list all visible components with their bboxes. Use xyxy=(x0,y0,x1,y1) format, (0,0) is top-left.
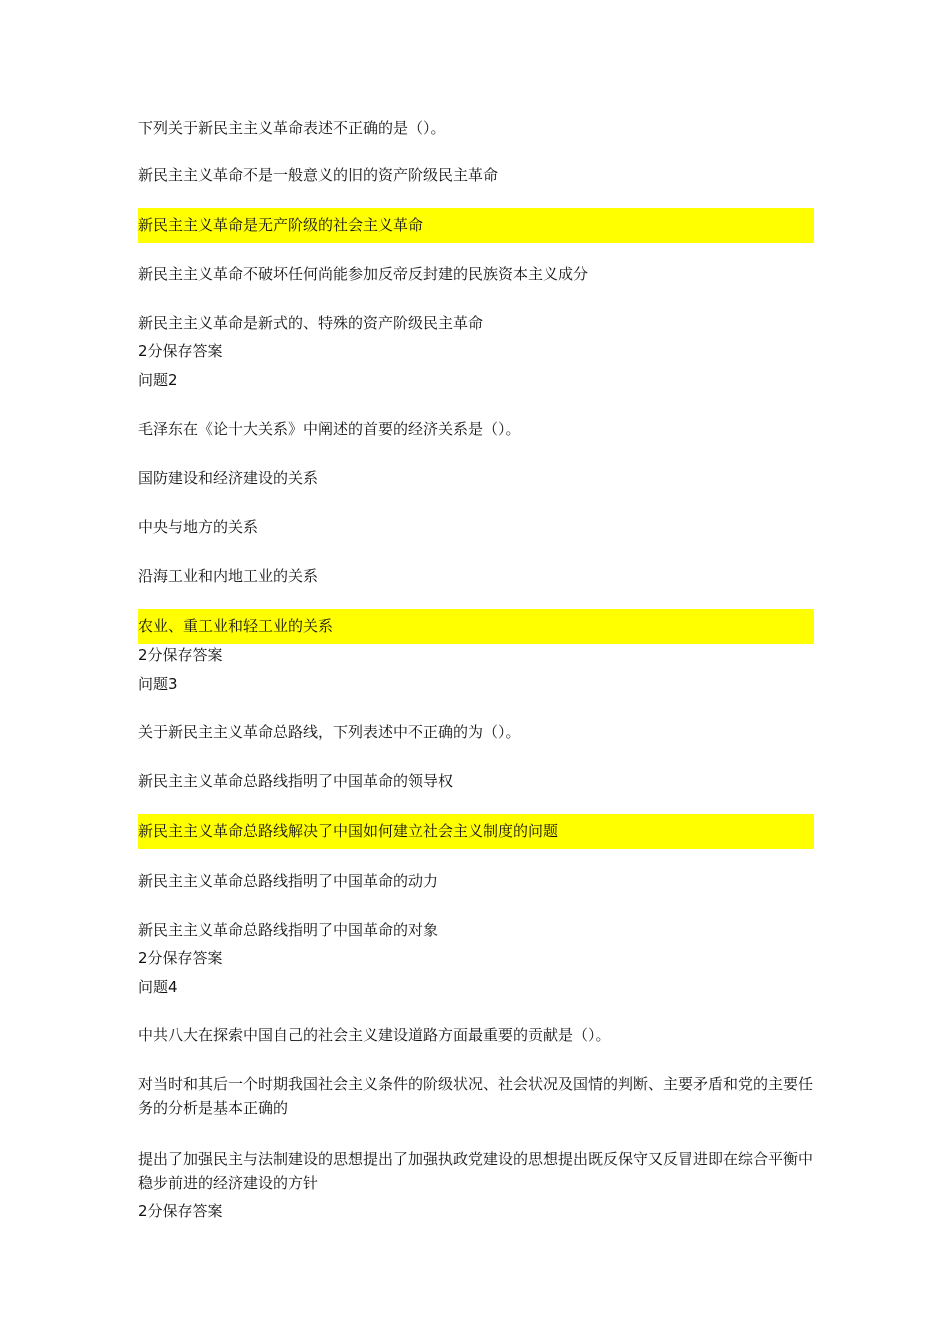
q1-option-3: 新民主主义革命不破坏任何尚能参加反帝反封建的民族资本主义成分 xyxy=(138,265,589,283)
q3-option-4: 新民主主义革命总路线指明了中国革命的对象 xyxy=(138,921,439,939)
q4-option-2: 提出了加强民主与法制建设的思想提出了加强执政党建设的思想提出既反保守又反冒进即在综合平衡中稳步前进的经济建设的方针 xyxy=(138,1150,814,1192)
q2-score: 2分保存答案 xyxy=(138,646,223,664)
q2-option-1: 国防建设和经济建设的关系 xyxy=(138,469,319,487)
q1-score: 2分保存答案 xyxy=(138,342,223,360)
q2-option-4-highlighted: 农业、重工业和轻工业的关系 xyxy=(138,609,814,644)
q3-option-2-highlighted: 新民主主义革命总路线解决了中国如何建立社会主义制度的问题 xyxy=(138,814,814,849)
q3-option-1: 新民主主义革命总路线指明了中国革命的领导权 xyxy=(138,772,454,790)
q2-question: 毛泽东在《论十大关系》中阐述的首要的经济关系是（）。 xyxy=(138,420,521,438)
q4-title: 问题4 xyxy=(138,978,178,996)
q3-question: 关于新民主主义革命总路线，下列表述中不正确的为（）。 xyxy=(138,723,521,741)
q4-question: 中共八大在探索中国自己的社会主义建设道路方面最重要的贡献是（）。 xyxy=(138,1026,611,1044)
q3-option-3: 新民主主义革命总路线指明了中国革命的动力 xyxy=(138,872,439,890)
q2-option-2: 中央与地方的关系 xyxy=(138,518,259,536)
q1-option-1: 新民主主义革命不是一般意义的旧的资产阶级民主革命 xyxy=(138,166,499,184)
q1-option-2-highlighted: 新民主主义革命是无产阶级的社会主义革命 xyxy=(138,208,814,243)
q1-question: 下列关于新民主主义革命表述不正确的是（）。 xyxy=(138,119,446,137)
q2-title: 问题2 xyxy=(138,371,178,389)
q4-score: 2分保存答案 xyxy=(138,1202,223,1220)
q3-title: 问题3 xyxy=(138,675,178,693)
q2-option-3: 沿海工业和内地工业的关系 xyxy=(138,567,319,585)
q4-option-1: 对当时和其后一个时期我国社会主义条件的阶级状况、社会状况及国情的判断、主要矛盾和党的主要任务的分析是基本正确的 xyxy=(138,1075,814,1117)
q1-option-4: 新民主主义革命是新式的、特殊的资产阶级民主革命 xyxy=(138,314,484,332)
q3-score: 2分保存答案 xyxy=(138,949,223,967)
